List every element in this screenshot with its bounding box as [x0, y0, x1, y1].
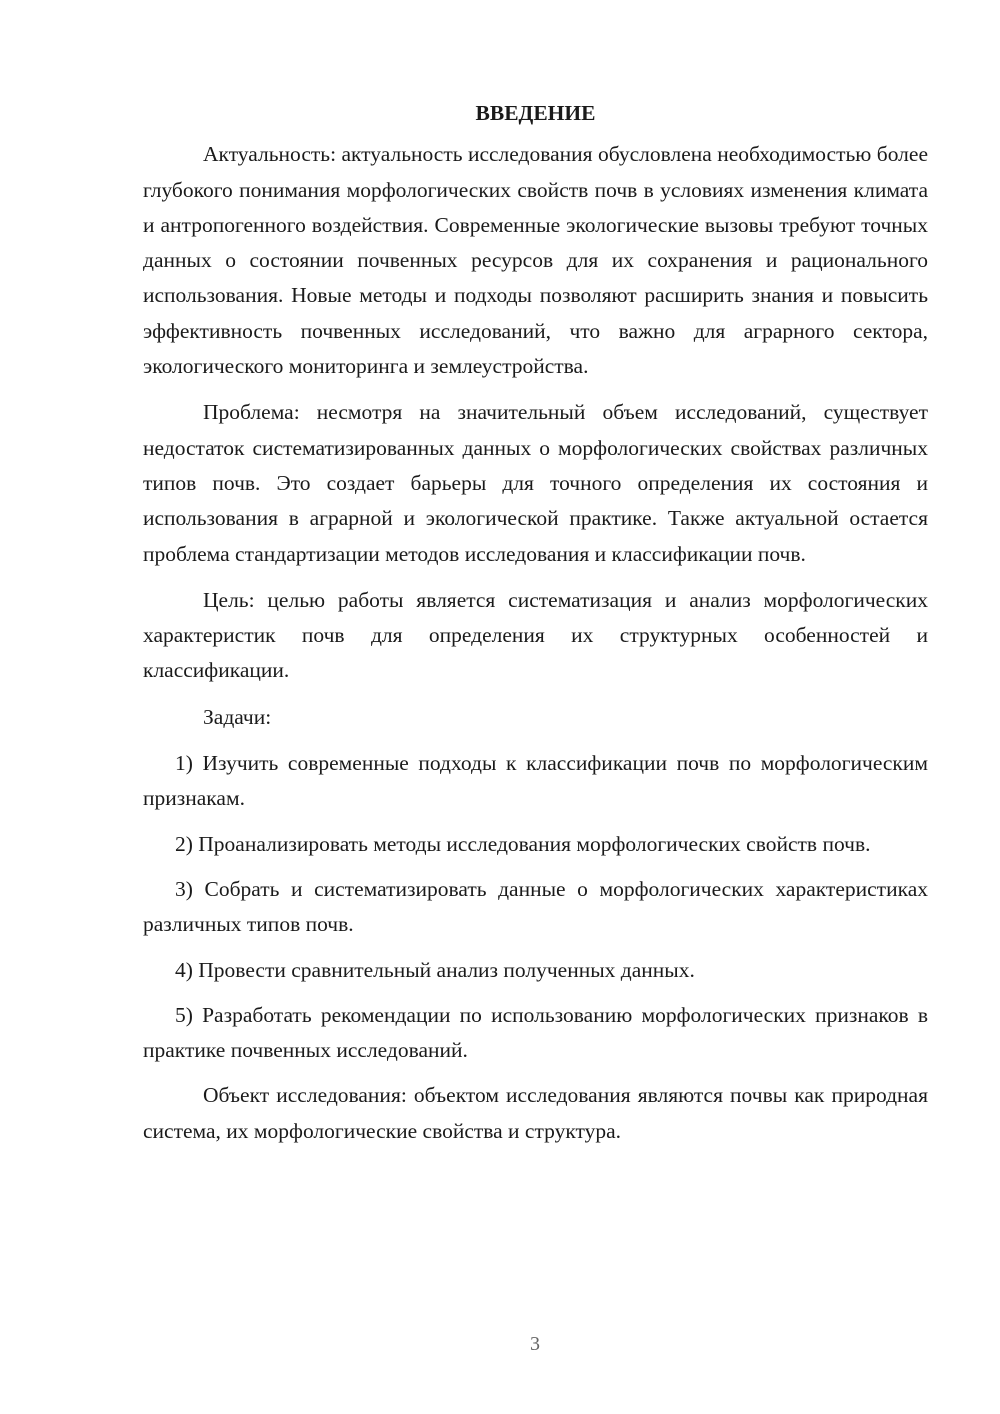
task-item-4: 4) Провести сравнительный анализ полученных данных. [175, 957, 695, 982]
paragraph-goal: Цель: целью работы является систематизация и анализ морфологических характеристик почв для определения их структурных особенностей и классификации. [143, 587, 928, 683]
paragraph-object: Объект исследования: объектом исследования являются почвы как природная система, их морфологические свойства и структура. [143, 1083, 928, 1143]
paragraph-problem: Проблема: несмотря на значительный объем исследований, существует недостаток систематизированных данных о морфологических свойствах различных типов почв. Это создает барьеры для точного определения их состояния и использования в аграрной и экологической практике. Также актуальной остается проблема стандартизации методов исследования и классификации почв. [143, 400, 928, 566]
page-number: 3 [530, 1333, 540, 1355]
tasks-heading: Задачи: [203, 704, 272, 729]
paragraph-relevance: Актуальность: актуальность исследования обусловлена необходимостью более глубокого понимания морфологических свойств почв в условиях изменения климата и антропогенного воздействия. Современные экологические вызовы требуют точных данных о состоянии почвенных ресурсов для их сохранения и рационального использования. Новые методы и подходы позволяют расширить знания и повысить эффективность почвенных исследований, что важно для аграрного сектора, экологического мониторинга и землеустройства. [143, 142, 928, 379]
document-body [143, 96, 928, 1160]
task-item-3: 3) Собрать и систематизировать данные о морфологических характеристиках различных типов почв. [143, 876, 928, 937]
task-item-1: 1) Изучить современные подходы к классификации почв по морфологическим признакам. [143, 751, 928, 811]
task-item-2: 2) Проанализировать методы исследования морфологических свойств почв. [175, 831, 871, 856]
section-title: ВВЕДЕНИЕ [475, 101, 596, 125]
task-item-5: 5) Разработать рекомендации по использованию морфологических признаков в практике почвенных исследований. [143, 1002, 928, 1063]
